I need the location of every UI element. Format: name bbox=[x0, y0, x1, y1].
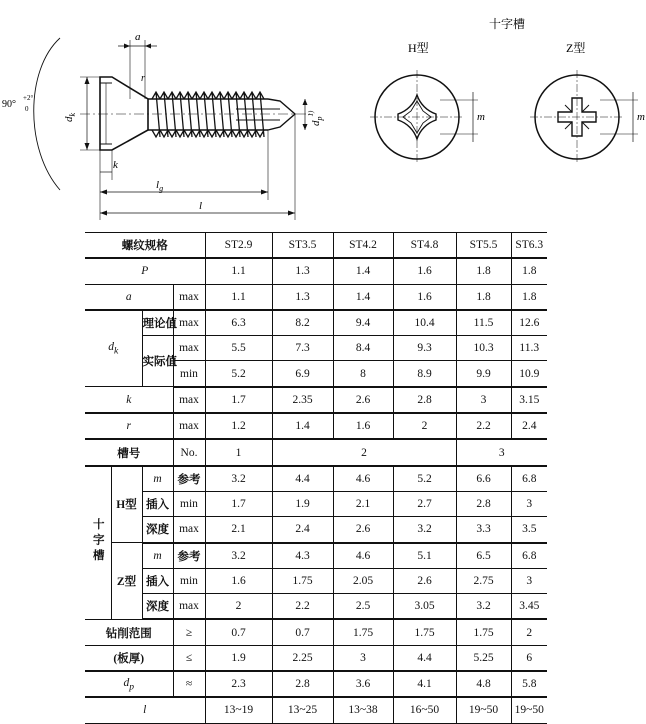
qualifier: ≈ bbox=[173, 671, 205, 697]
dim-a-label: a bbox=[135, 31, 141, 43]
qualifier: max bbox=[173, 517, 205, 543]
row-label: a bbox=[85, 284, 173, 310]
row-label: $d_k$ bbox=[85, 310, 142, 387]
size-header: ST4.2 bbox=[333, 233, 393, 259]
cell: 1.4 bbox=[272, 413, 333, 439]
row-p bbox=[85, 258, 547, 284]
dim-dp-label: $d_p^{1)}$ bbox=[307, 110, 324, 126]
dim-k-label: k bbox=[113, 159, 118, 171]
row-label: r bbox=[85, 413, 173, 439]
m-label: m bbox=[142, 466, 173, 492]
cell: 4.4 bbox=[272, 466, 333, 492]
cell: 1.7 bbox=[205, 387, 272, 413]
insert-label: 插入 bbox=[142, 491, 173, 516]
cell: 3 bbox=[456, 387, 511, 413]
qualifier: max bbox=[173, 284, 205, 310]
cell: 3.2 bbox=[205, 543, 272, 569]
cell: 2.6 bbox=[333, 517, 393, 543]
cell: 4.4 bbox=[393, 645, 456, 671]
cell: 11.3 bbox=[511, 336, 547, 361]
row-h-min bbox=[85, 491, 547, 516]
row-slot bbox=[85, 439, 547, 465]
qualifier: max bbox=[173, 387, 205, 413]
row-h-max bbox=[85, 517, 547, 543]
cell: 5.5 bbox=[205, 336, 272, 361]
cell: 5.2 bbox=[393, 466, 456, 492]
cell: 9.9 bbox=[456, 361, 511, 387]
cell: 1.6 bbox=[393, 284, 456, 310]
cell: 2.1 bbox=[333, 491, 393, 516]
qualifier: min bbox=[173, 491, 205, 516]
row-label: $d_p$ bbox=[85, 671, 173, 697]
cell: 8.2 bbox=[272, 310, 333, 336]
cell: 0.7 bbox=[272, 619, 333, 645]
cell: 5.25 bbox=[456, 645, 511, 671]
row-label: l bbox=[85, 697, 205, 723]
cell: 8.4 bbox=[333, 336, 393, 361]
m-label: m bbox=[142, 543, 173, 569]
row-k bbox=[85, 387, 547, 413]
cell: 2.4 bbox=[272, 517, 333, 543]
cell: 3.15 bbox=[511, 387, 547, 413]
cell: 2.2 bbox=[272, 594, 333, 620]
cell: 7.3 bbox=[272, 336, 333, 361]
row-drill-le bbox=[85, 645, 547, 671]
cell: 1.1 bbox=[205, 284, 272, 310]
spec-table bbox=[85, 232, 547, 724]
cell: 4.8 bbox=[456, 671, 511, 697]
row-z-max bbox=[85, 594, 547, 620]
screw-drawing bbox=[0, 0, 646, 232]
cell: 0.7 bbox=[205, 619, 272, 645]
cell: 10.9 bbox=[511, 361, 547, 387]
cell: 2.7 bbox=[393, 491, 456, 516]
qualifier: min bbox=[173, 568, 205, 593]
qualifier: ≤ bbox=[173, 645, 205, 671]
cell: 9.3 bbox=[393, 336, 456, 361]
qualifier: max bbox=[173, 413, 205, 439]
cell: 4.6 bbox=[333, 466, 393, 492]
row-label: k bbox=[85, 387, 173, 413]
cell: 1.6 bbox=[393, 258, 456, 284]
ref-label: 参考 bbox=[173, 466, 205, 492]
cell: 1.8 bbox=[456, 258, 511, 284]
row-label: 槽号 bbox=[85, 439, 173, 465]
drill-label-line1: 钻削范围 bbox=[85, 619, 173, 645]
cell: 1.9 bbox=[205, 645, 272, 671]
cell: 19~50 bbox=[511, 697, 547, 723]
cell: 11.5 bbox=[456, 310, 511, 336]
cell: 2.2 bbox=[456, 413, 511, 439]
cell: 3.6 bbox=[333, 671, 393, 697]
cell: 6.3 bbox=[205, 310, 272, 336]
row-h-m bbox=[85, 466, 547, 492]
cell: 1.4 bbox=[333, 258, 393, 284]
cell: 2 bbox=[272, 439, 456, 465]
cell: 1.8 bbox=[456, 284, 511, 310]
angle-label: 90° bbox=[2, 99, 16, 110]
cell: 12.6 bbox=[511, 310, 547, 336]
cell: 2.8 bbox=[393, 387, 456, 413]
cell: 10.3 bbox=[456, 336, 511, 361]
cell: 3.2 bbox=[205, 466, 272, 492]
cell: 3.5 bbox=[511, 517, 547, 543]
drill-label-line2: (板厚) bbox=[85, 645, 173, 671]
cell: 1.8 bbox=[511, 284, 547, 310]
cell: 6 bbox=[511, 645, 547, 671]
cell: 5.8 bbox=[511, 671, 547, 697]
cell: 1.4 bbox=[333, 284, 393, 310]
cell: 2.5 bbox=[333, 594, 393, 620]
header-row bbox=[85, 233, 547, 259]
thread-spec-label: 螺纹规格 bbox=[85, 233, 205, 259]
qualifier: max bbox=[173, 310, 205, 336]
cell: 8.9 bbox=[393, 361, 456, 387]
ref-label: 参考 bbox=[173, 543, 205, 569]
cell: 2.8 bbox=[456, 491, 511, 516]
cell: 13~19 bbox=[205, 697, 272, 723]
cell: 2 bbox=[393, 413, 456, 439]
cell: 1.75 bbox=[456, 619, 511, 645]
cell: 2.8 bbox=[272, 671, 333, 697]
cell: 3.2 bbox=[393, 517, 456, 543]
cell: 1.75 bbox=[333, 619, 393, 645]
size-header: ST2.9 bbox=[205, 233, 272, 259]
cell: 6.5 bbox=[456, 543, 511, 569]
cell: 3 bbox=[456, 439, 547, 465]
cell: 1.3 bbox=[272, 258, 333, 284]
cross-recess-title: 十字槽 bbox=[489, 17, 526, 31]
cell: 13~25 bbox=[272, 697, 333, 723]
row-dk-theory bbox=[85, 310, 547, 336]
cell: 6.6 bbox=[456, 466, 511, 492]
cell: 4.3 bbox=[272, 543, 333, 569]
row-label: P bbox=[85, 258, 205, 284]
qualifier: No. bbox=[173, 439, 205, 465]
row-a bbox=[85, 284, 547, 310]
theory-label: 理论值 bbox=[142, 310, 173, 336]
cell: 1.7 bbox=[205, 491, 272, 516]
h-type-recess-view bbox=[370, 70, 478, 164]
cell: 2.4 bbox=[511, 413, 547, 439]
cell: 2.05 bbox=[333, 568, 393, 593]
cell: 1.75 bbox=[272, 568, 333, 593]
cell: 2 bbox=[511, 619, 547, 645]
cell: 3.2 bbox=[456, 594, 511, 620]
z-type-label: Z型 bbox=[111, 543, 142, 620]
z-type-m-label: m bbox=[637, 111, 645, 123]
cell: 3 bbox=[511, 491, 547, 516]
cell: 4.6 bbox=[333, 543, 393, 569]
cell: 2.3 bbox=[205, 671, 272, 697]
cell: 3 bbox=[511, 568, 547, 593]
cell: 1.8 bbox=[511, 258, 547, 284]
cell: 2.75 bbox=[456, 568, 511, 593]
cell: 1.1 bbox=[205, 258, 272, 284]
qualifier: min bbox=[173, 361, 205, 387]
h-type-m-label: m bbox=[477, 111, 485, 123]
cell: 2.6 bbox=[333, 387, 393, 413]
dim-r-label: r bbox=[141, 73, 145, 84]
dim-lg-label: $l_g$ bbox=[156, 179, 164, 193]
row-z-min bbox=[85, 568, 547, 593]
cell: 5.2 bbox=[205, 361, 272, 387]
row-drill-ge bbox=[85, 619, 547, 645]
cell: 1 bbox=[205, 439, 272, 465]
cell: 3 bbox=[333, 645, 393, 671]
size-header: ST6.3 bbox=[511, 233, 547, 259]
qualifier: ≥ bbox=[173, 619, 205, 645]
cell: 1.75 bbox=[393, 619, 456, 645]
cell: 1.2 bbox=[205, 413, 272, 439]
cell: 2.1 bbox=[205, 517, 272, 543]
row-dp bbox=[85, 671, 547, 697]
cell: 19~50 bbox=[456, 697, 511, 723]
h-type-label: H型 bbox=[111, 466, 142, 543]
cell: 2 bbox=[205, 594, 272, 620]
row-r bbox=[85, 413, 547, 439]
size-header: ST4.8 bbox=[393, 233, 456, 259]
cell: 1.3 bbox=[272, 284, 333, 310]
cell: 6.8 bbox=[511, 466, 547, 492]
cell: 1.6 bbox=[333, 413, 393, 439]
cell: 2.35 bbox=[272, 387, 333, 413]
actual-label: 实际值 bbox=[142, 336, 173, 387]
dim-dk-label: $d_k$ bbox=[63, 112, 77, 122]
cross-recess-label: 十字槽 bbox=[85, 466, 111, 620]
cell: 3.45 bbox=[511, 594, 547, 620]
angle-tol-plus: +2° bbox=[23, 94, 34, 102]
insert-label: 插入 bbox=[142, 568, 173, 593]
cell: 8 bbox=[333, 361, 393, 387]
cell: 16~50 bbox=[393, 697, 456, 723]
size-header: ST5.5 bbox=[456, 233, 511, 259]
z-type-title: Z型 bbox=[566, 41, 586, 55]
cell: 1.6 bbox=[205, 568, 272, 593]
depth-label: 深度 bbox=[142, 594, 173, 620]
row-l bbox=[85, 697, 547, 723]
cell: 3.05 bbox=[393, 594, 456, 620]
cell: 9.4 bbox=[333, 310, 393, 336]
cell: 10.4 bbox=[393, 310, 456, 336]
cell: 13~38 bbox=[333, 697, 393, 723]
angle-tol-zero: 0 bbox=[25, 105, 29, 113]
cell: 2.6 bbox=[393, 568, 456, 593]
size-header: ST3.5 bbox=[272, 233, 333, 259]
cell: 4.1 bbox=[393, 671, 456, 697]
thread-teeth bbox=[152, 92, 264, 137]
qualifier: max bbox=[173, 594, 205, 620]
row-z-m bbox=[85, 543, 547, 569]
qualifier: max bbox=[173, 336, 205, 361]
depth-label: 深度 bbox=[142, 517, 173, 543]
h-type-title: H型 bbox=[408, 41, 429, 55]
cell: 3.3 bbox=[456, 517, 511, 543]
cell: 6.8 bbox=[511, 543, 547, 569]
cell: 1.9 bbox=[272, 491, 333, 516]
row-dk-actual-max bbox=[85, 336, 547, 361]
cell: 6.9 bbox=[272, 361, 333, 387]
cell: 2.25 bbox=[272, 645, 333, 671]
dim-l-label: l bbox=[199, 200, 203, 212]
z-type-recess-view bbox=[530, 70, 638, 164]
cell: 5.1 bbox=[393, 543, 456, 569]
